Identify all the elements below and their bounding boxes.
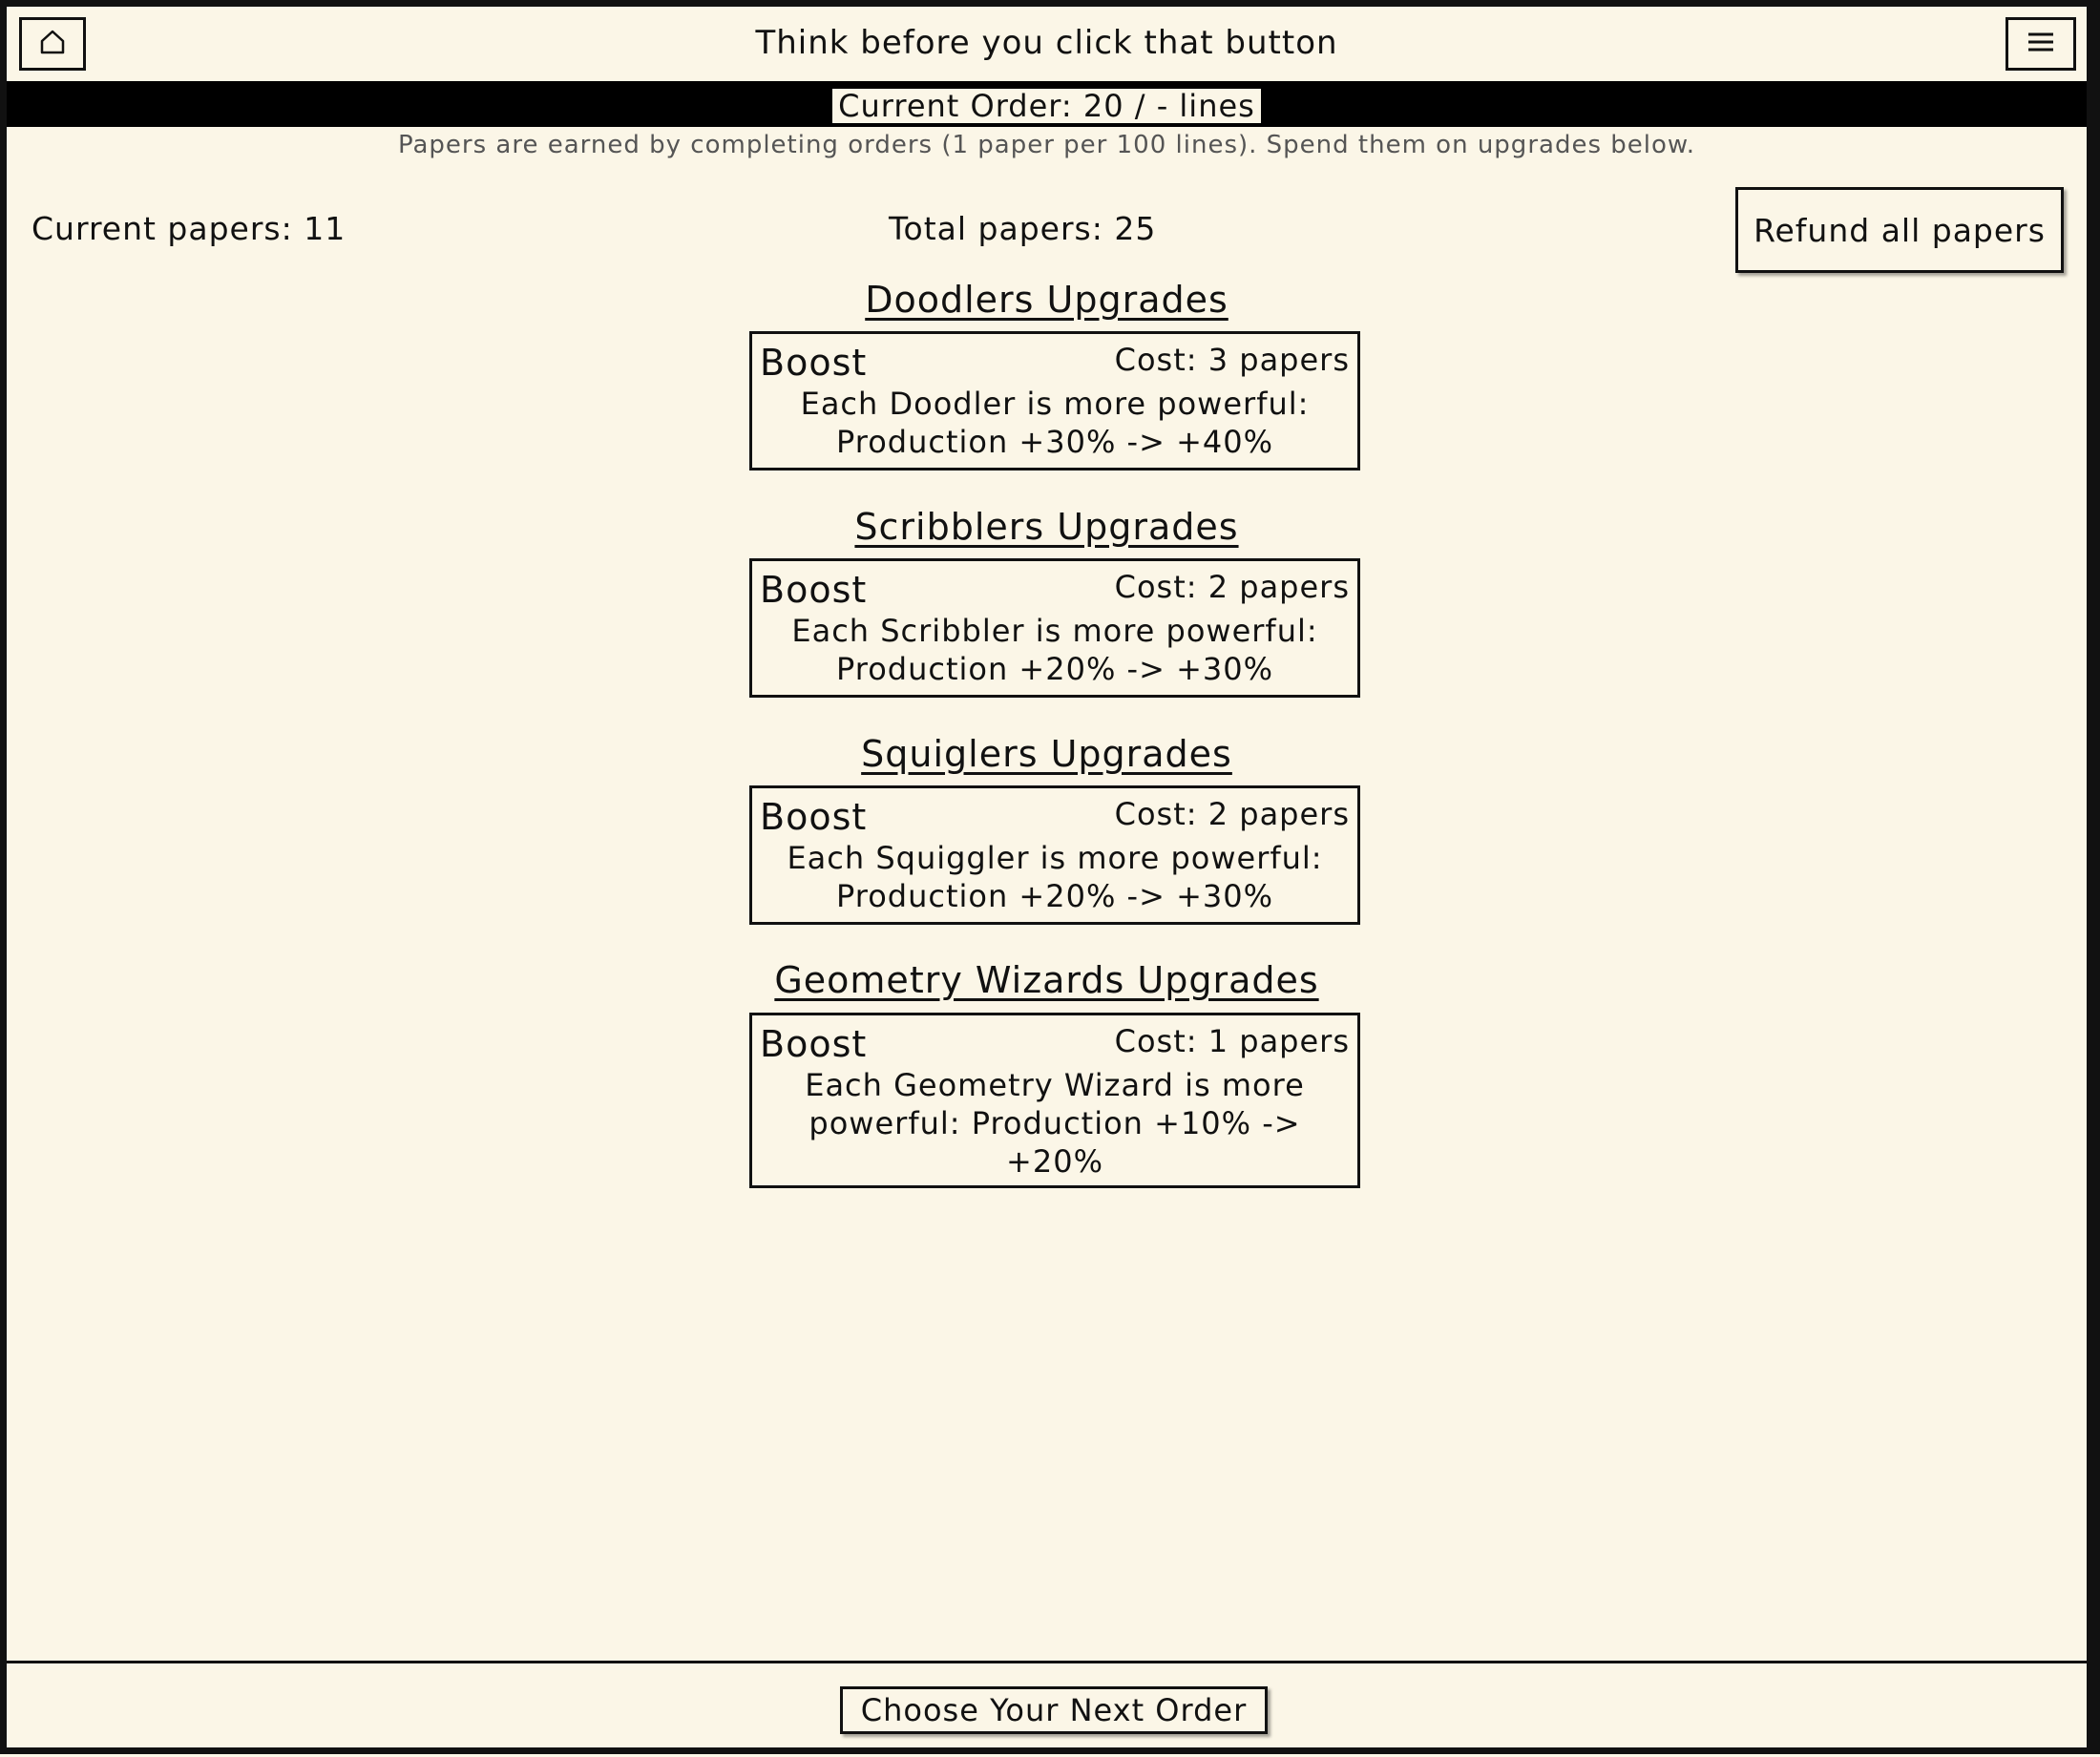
current-order-text: Current Order: 20 / - lines [832,89,1261,123]
section-title-doodlers: Doodlers Upgrades [865,279,1228,321]
top-bar [7,7,2087,81]
upgrade-description: Each Scribbler is more powerful: Production +20% -> +30% [791,613,1318,687]
upgrade-cost: Cost: 1 papers [1114,1023,1350,1059]
total-papers: Total papers: 25 [889,210,1157,247]
upgrade-card-squiglers-boost[interactable] [749,785,1360,925]
refund-all-papers-button[interactable]: Refund all papers [1735,187,2064,273]
section-title-geometry-wizards: Geometry Wizards Upgrades [774,959,1319,1001]
upgrade-name: Boost [760,796,868,838]
footer-bar [7,1661,2087,1757]
choose-next-order-button[interactable]: Choose Your Next Order [840,1686,1268,1734]
current-papers: Current papers: 11 [32,210,346,247]
papers-hint: Papers are earned by completing orders (1 paper per 100 lines). Spend them on upgrades below. [397,131,1696,159]
upgrade-card-doodlers-boost[interactable] [749,331,1360,471]
upgrade-card-geometry-wizards-boost[interactable] [749,1013,1360,1188]
upgrade-name: Boost [760,1023,868,1065]
section-title-squiglers: Squiglers Upgrades [861,733,1232,775]
menu-button[interactable] [2006,17,2076,71]
upgrade-name: Boost [760,569,868,611]
hamburger-menu-icon [2026,31,2055,57]
upgrade-description: Each Geometry Wizard is more powerful: Production +10% -> +20% [805,1067,1305,1180]
upgrade-description: Each Squiggler is more powerful: Production +20% -> +30% [787,840,1323,914]
upgrade-cost: Cost: 2 papers [1114,796,1350,832]
upgrade-name: Boost [760,342,868,384]
app-title: Think before you click that button [755,24,1338,62]
upgrade-cost: Cost: 3 papers [1114,342,1350,378]
current-order-bar [7,81,2087,127]
upgrade-description: Each Doodler is more powerful: Production +30% -> +40% [800,386,1310,460]
section-title-scribblers: Scribblers Upgrades [854,506,1239,548]
upgrade-card-scribblers-boost[interactable] [749,558,1360,698]
upgrade-cost: Cost: 2 papers [1114,569,1350,605]
